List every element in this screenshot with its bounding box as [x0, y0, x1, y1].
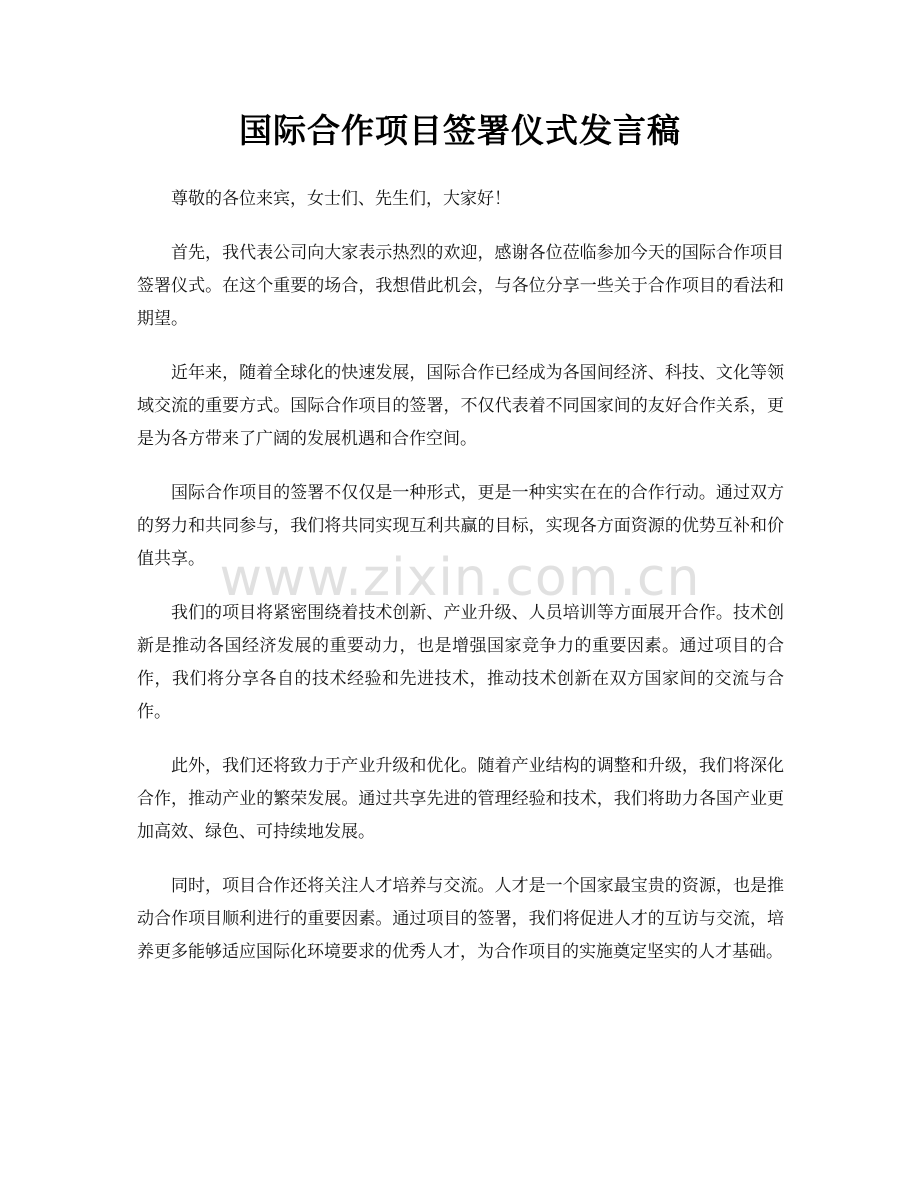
document-title: 国际合作项目签署仪式发言稿 — [239, 111, 681, 150]
watermark: www.zixin.com.cn — [219, 548, 701, 608]
document-body — [137, 183, 784, 990]
paragraph-industry-upgrade: 此外，我们还将致力于产业升级和优化。随着产业结构的调整和升级，我们将深化合作，推动产业的繁荣发展。通过共享先进的管理经验和技术，我们将助力各国产业更加高效、绿色、可持续地发展。 — [137, 756, 784, 842]
paragraph-talent-exchange: 同时，项目合作还将关注人才培养与交流。人才是一个国家最宝贵的资源，也是推动合作项目顺利进行的重要因素。通过项目的签署，我们将促进人才的互访与交流，培养更多能够适应国际化环境要求的优秀人才，为合作项目的实施奠定坚实的人才基础。 — [137, 876, 784, 962]
paragraph-cooperation-action: 国际合作项目的签署不仅仅是一种形式，更是一种实实在在的合作行动。通过双方的努力和共同参与，我们将共同实现互利共赢的目标，实现各方面资源的优势互补和价值共享。 — [137, 483, 784, 569]
paragraph-greeting: 尊敬的各位来宾，女士们、先生们，大家好！ — [171, 189, 511, 209]
paragraph-welcome: 首先，我代表公司向大家表示热烈的欢迎，感谢各位莅临参加今天的国际合作项目签署仪式。在这个重要的场合，我想借此机会，与各位分享一些关于合作项目的看法和期望。 — [137, 243, 784, 329]
paragraph-technology-innovation: 我们的项目将紧密围绕着技术创新、产业升级、人员培训等方面展开合作。技术创新是推动各国经济发展的重要动力，也是增强国家竞争力的重要因素。通过项目的合作，我们将分享各自的技术经验和先进技术，推动技术创新在双方国家间的交流与合作。 — [137, 603, 784, 722]
paragraph-globalization: 近年来，随着全球化的快速发展，国际合作已经成为各国间经济、科技、文化等领域交流的重要方式。国际合作项目的签署，不仅代表着不同国家间的友好合作关系，更是为各方带来了广阔的发展机遇和合作空间。 — [137, 363, 784, 449]
